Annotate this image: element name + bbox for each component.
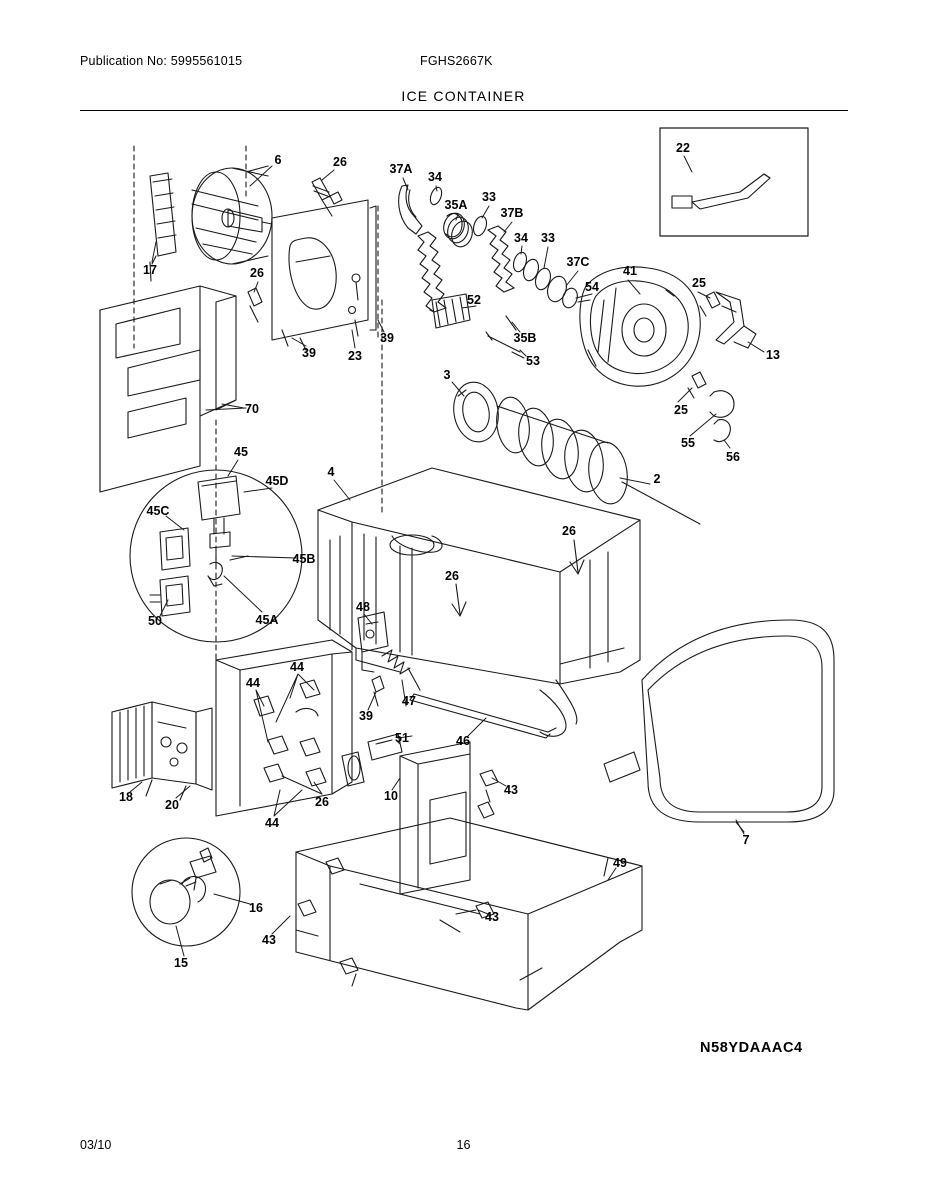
part-callout-3: 3 bbox=[443, 368, 451, 382]
part-callout-18: 18 bbox=[119, 790, 133, 804]
footer-page-number: 16 bbox=[456, 1138, 471, 1152]
part-callout-25: 25 bbox=[674, 403, 688, 417]
part-callout-43: 43 bbox=[485, 910, 499, 924]
part-callout-35A: 35A bbox=[444, 198, 468, 212]
part-callout-41: 41 bbox=[623, 264, 637, 278]
part-callout-44: 44 bbox=[246, 676, 260, 690]
part-callout-34: 34 bbox=[428, 170, 442, 184]
part-callout-37C: 37C bbox=[566, 255, 590, 269]
publication-number: Publication No: 5995561015 bbox=[80, 54, 243, 68]
part-callout-26: 26 bbox=[250, 266, 264, 280]
part-callout-15: 15 bbox=[174, 956, 188, 970]
part-callout-35B: 35B bbox=[513, 331, 537, 345]
part-callout-10: 10 bbox=[384, 789, 398, 803]
part-callout-25: 25 bbox=[692, 276, 706, 290]
part-callout-26: 26 bbox=[562, 524, 576, 538]
part-callout-33: 33 bbox=[541, 231, 555, 245]
part-callout-45A: 45A bbox=[255, 613, 279, 627]
part-callout-17: 17 bbox=[143, 263, 157, 277]
part-callout-6: 6 bbox=[274, 153, 282, 167]
part-callout-46: 46 bbox=[456, 734, 470, 748]
part-callout-26: 26 bbox=[445, 569, 459, 583]
part-callout-48: 48 bbox=[356, 600, 370, 614]
part-callout-47: 47 bbox=[402, 694, 416, 708]
part-callout-49: 49 bbox=[613, 856, 627, 870]
part-callout-51: 51 bbox=[395, 731, 409, 745]
part-callout-34: 34 bbox=[514, 231, 528, 245]
part-callout-43: 43 bbox=[262, 933, 276, 947]
part-callout-23: 23 bbox=[348, 349, 362, 363]
part-callout-37B: 37B bbox=[500, 206, 524, 220]
diagram-code: N58YDAAAC4 bbox=[700, 1040, 803, 1056]
part-callout-43: 43 bbox=[504, 783, 518, 797]
part-callout-45D: 45D bbox=[265, 474, 289, 488]
part-callout-20: 20 bbox=[165, 798, 179, 812]
part-callout-13: 13 bbox=[766, 348, 780, 362]
page-title: ICE CONTAINER bbox=[401, 88, 526, 104]
part-callout-26: 26 bbox=[315, 795, 329, 809]
part-callout-37A: 37A bbox=[389, 162, 413, 176]
part-callout-53: 53 bbox=[526, 354, 540, 368]
part-callout-54: 54 bbox=[585, 280, 599, 294]
part-callout-39: 39 bbox=[302, 346, 316, 360]
part-callout-44: 44 bbox=[290, 660, 304, 674]
part-callout-39: 39 bbox=[380, 331, 394, 345]
part-callout-39: 39 bbox=[359, 709, 373, 723]
part-callout-52: 52 bbox=[467, 293, 481, 307]
part-callout-50: 50 bbox=[148, 614, 162, 628]
part-callout-7: 7 bbox=[742, 833, 750, 847]
part-callout-45C: 45C bbox=[146, 504, 170, 518]
part-callout-45: 45 bbox=[234, 445, 248, 459]
part-callout-55: 55 bbox=[681, 436, 695, 450]
part-callout-70: 70 bbox=[245, 402, 259, 416]
part-callout-44: 44 bbox=[265, 816, 279, 830]
part-callout-22: 22 bbox=[676, 141, 690, 155]
part-callout-4: 4 bbox=[327, 465, 335, 479]
part-callout-16: 16 bbox=[249, 901, 263, 915]
part-callout-26: 26 bbox=[333, 155, 347, 169]
footer-date: 03/10 bbox=[80, 1138, 112, 1152]
part-callout-33: 33 bbox=[482, 190, 496, 204]
model-number: FGHS2667K bbox=[420, 54, 493, 68]
part-callout-45B: 45B bbox=[292, 552, 316, 566]
part-callout-56: 56 bbox=[726, 450, 740, 464]
part-callout-2: 2 bbox=[653, 472, 661, 486]
